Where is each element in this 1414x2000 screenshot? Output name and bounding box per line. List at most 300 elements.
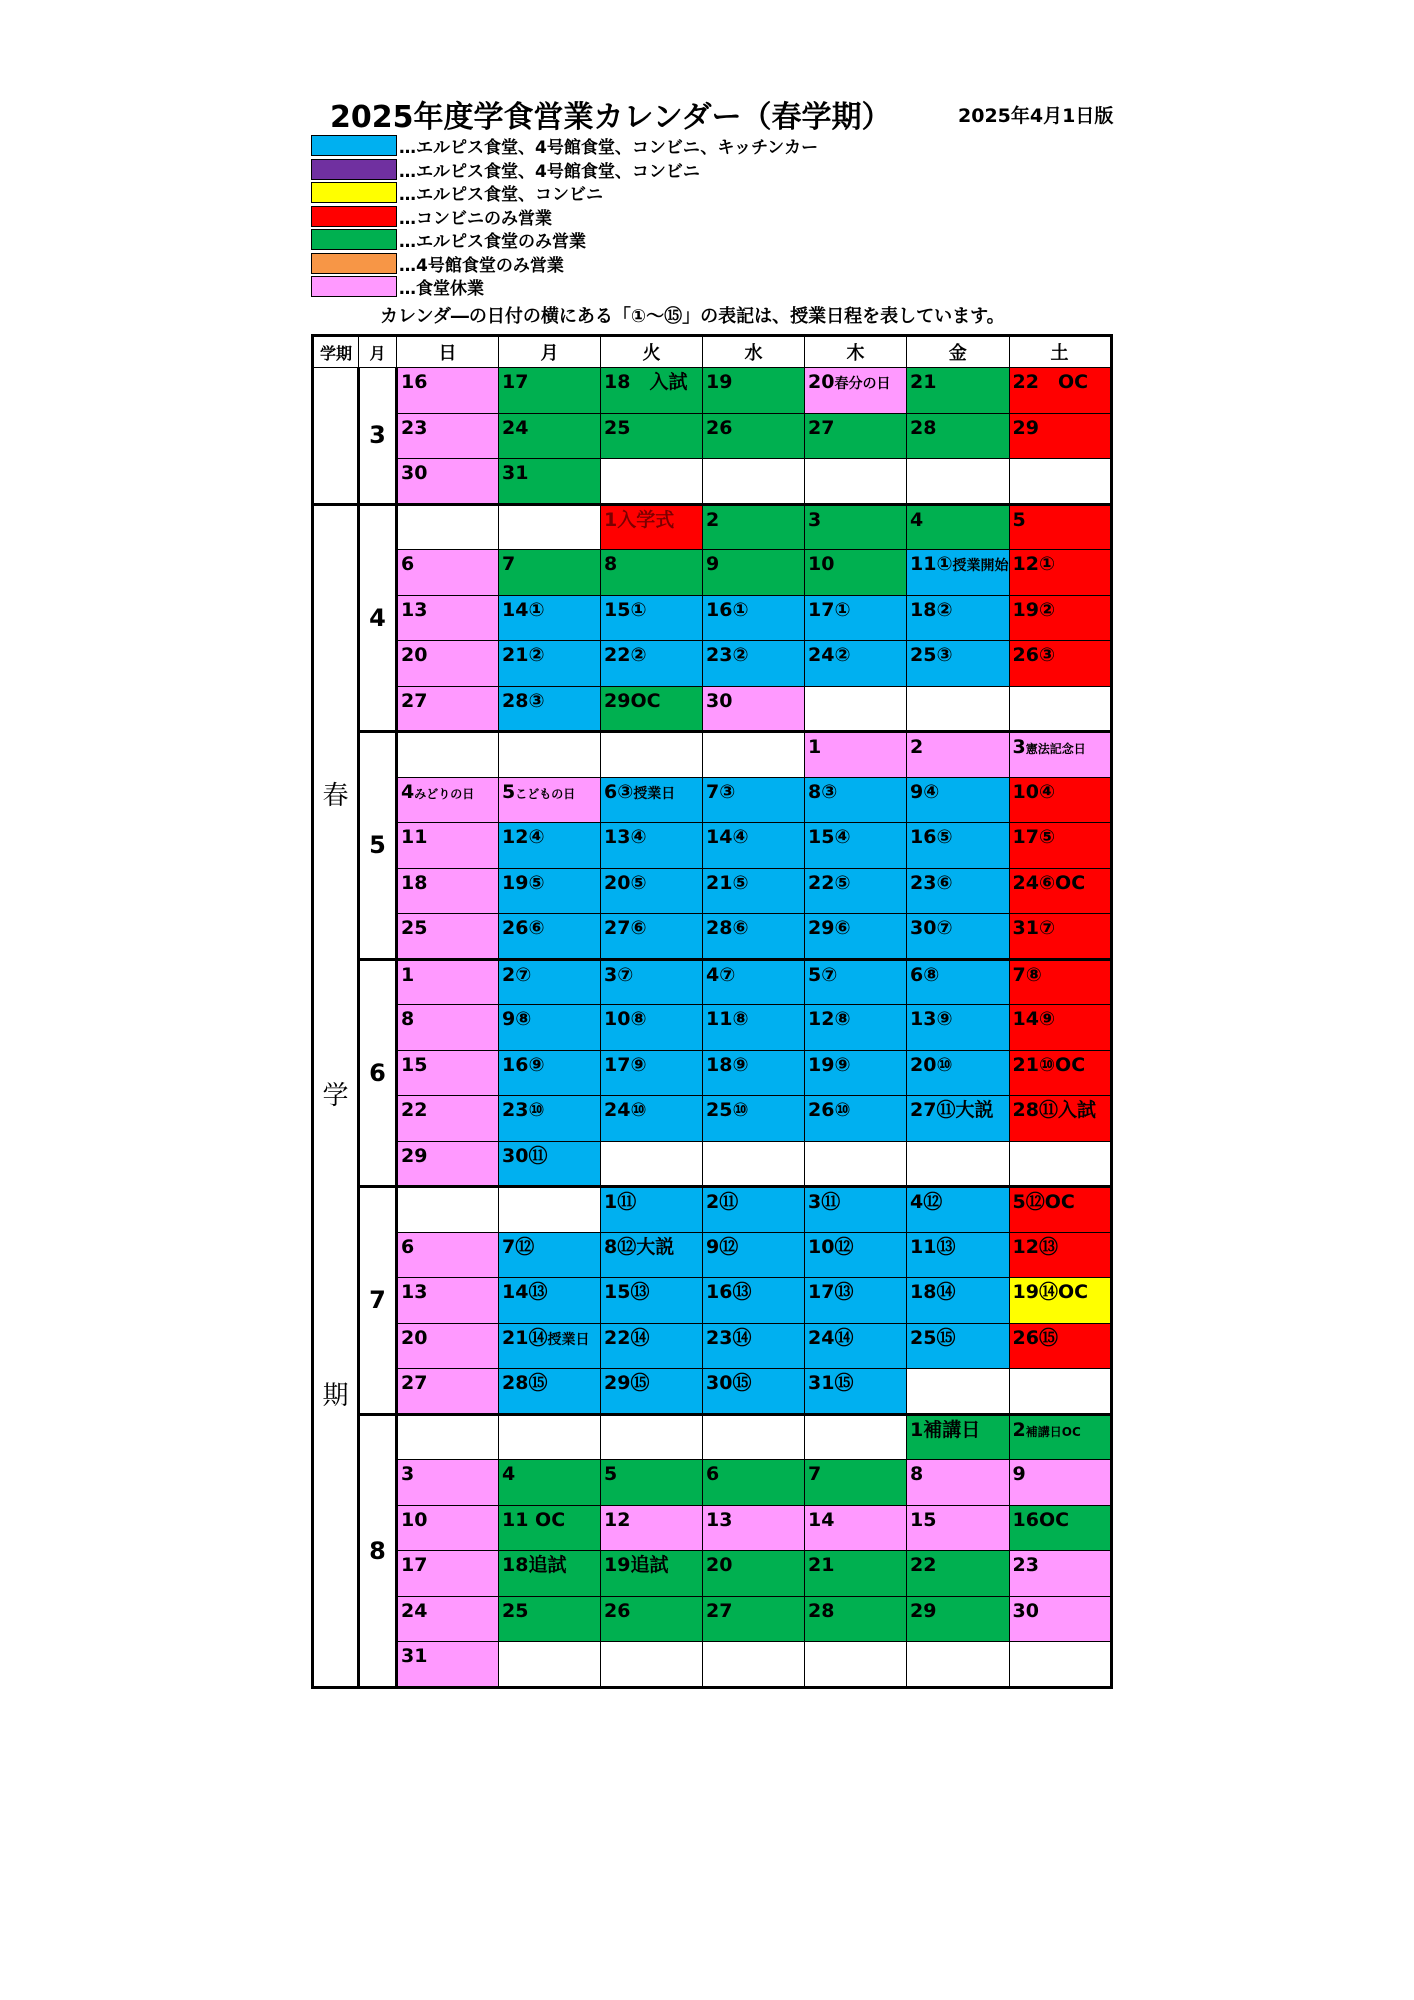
day-label: 28⑪入試 (1012, 1099, 1096, 1121)
day-label: 1⑪ (604, 1191, 637, 1213)
day-label: 29 (401, 1144, 428, 1167)
day-label: 15④ (808, 826, 851, 848)
day-cell (805, 1232, 907, 1278)
day-label: 20⑤ (604, 871, 647, 894)
day-cell (703, 914, 805, 960)
day-cell (805, 1005, 907, 1051)
day-label: 2 (1012, 1418, 1026, 1441)
day-label: 31⑮ (808, 1372, 854, 1394)
day-cell (601, 823, 703, 869)
calendar-table (311, 334, 1113, 1689)
day-label: 6③ (604, 780, 634, 803)
day-cell (907, 686, 1010, 732)
day-cell (397, 823, 499, 869)
day-label: 27⑪大説 (910, 1099, 994, 1121)
calendar-header-row (313, 336, 1112, 368)
day-label: 8 (604, 553, 618, 575)
day-label: 5⑫OC (1012, 1191, 1075, 1213)
day-label: 2⑦ (502, 963, 532, 986)
week-row (313, 959, 1112, 1005)
day-cell (1009, 1005, 1111, 1051)
day-cell (805, 413, 907, 459)
day-cell (805, 732, 907, 778)
day-cell (499, 868, 601, 914)
day-cell (499, 1323, 601, 1369)
day-label: 17⑬ (808, 1281, 854, 1303)
legend-item (311, 158, 818, 182)
day-cell (499, 1050, 601, 1096)
day-label: 12④ (502, 826, 545, 848)
day-cell (907, 732, 1010, 778)
day-label: 13 (401, 598, 428, 621)
week-row (313, 686, 1112, 732)
day-label: 29⑮ (604, 1372, 650, 1394)
day-label: 4⑦ (706, 963, 736, 986)
day-cell (397, 686, 499, 732)
day-label: 24② (808, 644, 851, 666)
day-label: 25 (401, 917, 428, 939)
week-row (313, 1050, 1112, 1096)
day-cell (499, 777, 601, 823)
day-cell (397, 641, 499, 687)
day-label: 24 (502, 416, 529, 439)
day-cell (499, 504, 601, 550)
day-cell (499, 1460, 601, 1506)
day-cell (1009, 1414, 1111, 1460)
week-row (313, 777, 1112, 823)
day-cell (805, 550, 907, 596)
day-note: 授業日 (633, 785, 676, 802)
day-cell (499, 1596, 601, 1642)
day-cell (703, 550, 805, 596)
week-row (313, 1005, 1112, 1051)
day-label: 5 (1012, 508, 1026, 531)
day-label: 22② (604, 644, 647, 666)
day-label: 21⑩OC (1012, 1053, 1086, 1076)
weekday-header: 土 (1009, 336, 1111, 368)
day-cell (499, 641, 601, 687)
day-cell (601, 1005, 703, 1051)
day-cell (397, 1278, 499, 1324)
day-cell (397, 1187, 499, 1233)
day-cell (499, 823, 601, 869)
week-row (313, 1096, 1112, 1142)
day-cell (397, 1369, 499, 1415)
day-label: 30 (706, 689, 733, 712)
week-row (313, 413, 1112, 459)
day-label: 22 OC (1012, 371, 1089, 393)
month-header: 月 (359, 336, 397, 368)
legend-swatch (311, 159, 397, 180)
day-cell (397, 1642, 499, 1688)
week-row (313, 1642, 1112, 1688)
day-cell (907, 1505, 1010, 1551)
legend-swatch (311, 182, 397, 203)
day-label: 9 (706, 553, 720, 575)
day-note: こどもの日 (515, 786, 576, 801)
day-label: 14① (502, 598, 545, 621)
day-label: 16⑤ (910, 826, 953, 848)
legend-label: …4号館食堂のみ営業 (399, 255, 564, 276)
day-cell (1009, 459, 1111, 505)
day-cell (499, 1005, 601, 1051)
day-label: 26⑮ (1012, 1326, 1058, 1349)
day-label: 7 (808, 1463, 822, 1485)
day-label: 12① (1012, 553, 1056, 575)
day-label: 18⑨ (706, 1053, 749, 1076)
day-label: 13④ (604, 826, 647, 848)
day-cell (601, 914, 703, 960)
month-label: 3 (359, 368, 397, 505)
legend-swatch (311, 135, 397, 156)
day-cell (805, 1642, 907, 1688)
day-label: 16⑨ (502, 1053, 545, 1076)
day-label: 28③ (502, 689, 545, 712)
day-label: 6⑧ (910, 963, 940, 986)
day-label: 7 (502, 553, 516, 575)
day-label: 1 (401, 963, 415, 986)
day-cell (703, 823, 805, 869)
day-label: 25 (502, 1599, 529, 1622)
day-cell (397, 1414, 499, 1460)
day-label: 3 (808, 508, 822, 531)
day-cell (907, 595, 1010, 641)
day-label: 14 (808, 1508, 835, 1531)
day-cell (703, 1005, 805, 1051)
day-note: 授業日 (547, 1331, 590, 1348)
legend-label: …食堂休業 (399, 279, 484, 300)
day-label: 22 (401, 1099, 428, 1121)
day-label: 19⑭OC (1012, 1281, 1089, 1303)
term-cell-empty (313, 368, 359, 505)
day-cell (703, 1187, 805, 1233)
day-label: 28⑮ (502, 1372, 548, 1394)
day-cell (499, 1505, 601, 1551)
day-label: 10 (401, 1508, 428, 1531)
day-label: 5⑦ (808, 963, 838, 986)
legend-label: …エルピス食堂のみ営業 (399, 232, 586, 253)
day-label: 7⑧ (1012, 963, 1042, 986)
day-cell (397, 959, 499, 1005)
day-cell (703, 959, 805, 1005)
day-cell (499, 914, 601, 960)
day-cell (703, 1642, 805, 1688)
day-label: 29OC (604, 689, 661, 712)
day-cell (601, 1596, 703, 1642)
day-label: 10⑧ (604, 1008, 647, 1030)
day-note: 補講日OC (1025, 1424, 1081, 1439)
day-cell (1009, 368, 1111, 414)
day-label: 9⑧ (502, 1008, 532, 1030)
legend-swatch (311, 206, 397, 227)
day-label: 7③ (706, 780, 736, 803)
month-label: 8 (359, 1414, 397, 1687)
day-cell (1009, 550, 1111, 596)
legend-swatch (311, 276, 397, 297)
page-title: 2025年度学食営業カレンダー（春学期） (330, 100, 892, 135)
day-cell (1009, 1551, 1111, 1597)
day-cell (1009, 732, 1111, 778)
day-label: 10 (808, 553, 835, 575)
day-label: 27 (401, 1372, 428, 1394)
day-cell (601, 595, 703, 641)
day-cell (601, 1187, 703, 1233)
day-cell (805, 1096, 907, 1142)
day-cell (1009, 1642, 1111, 1688)
day-cell (805, 1141, 907, 1187)
weekday-header: 金 (907, 336, 1010, 368)
day-label: 21⑤ (706, 871, 749, 894)
day-cell (397, 1005, 499, 1051)
day-cell (601, 1414, 703, 1460)
day-label: 12⑬ (1012, 1235, 1058, 1258)
weekday-header: 水 (703, 336, 805, 368)
day-label: 5 (604, 1463, 618, 1485)
day-label: 23⑥ (910, 871, 953, 894)
day-label: 17 (502, 371, 529, 393)
day-label: 8③ (808, 780, 838, 803)
day-cell (805, 914, 907, 960)
day-label: 26⑥ (502, 917, 545, 939)
day-label: 23⑭ (706, 1326, 752, 1349)
day-cell (703, 1278, 805, 1324)
day-label: 18追試 (502, 1554, 567, 1576)
day-label: 15 (401, 1053, 428, 1076)
day-label: 15⑬ (604, 1281, 650, 1303)
day-cell (1009, 1096, 1111, 1142)
day-label: 30 (401, 462, 428, 484)
day-cell (397, 1460, 499, 1506)
day-cell (805, 777, 907, 823)
day-cell (805, 1050, 907, 1096)
day-label: 14④ (706, 826, 749, 848)
day-label: 17⑤ (1012, 826, 1056, 848)
day-cell (499, 1232, 601, 1278)
day-cell (1009, 1232, 1111, 1278)
day-label: 1補講日 (910, 1418, 981, 1441)
legend-item (311, 134, 818, 158)
month-label: 4 (359, 504, 397, 732)
day-cell (1009, 595, 1111, 641)
day-cell (907, 1414, 1010, 1460)
day-label: 12⑧ (808, 1008, 851, 1030)
day-cell (601, 641, 703, 687)
week-row (313, 823, 1112, 869)
week-row (313, 1551, 1112, 1597)
month-label: 6 (359, 959, 397, 1187)
day-label: 20⑩ (910, 1053, 953, 1076)
day-cell (397, 1141, 499, 1187)
day-cell (1009, 1278, 1111, 1324)
day-cell (1009, 413, 1111, 459)
day-cell (907, 914, 1010, 960)
day-cell (703, 368, 805, 414)
day-cell (1009, 1141, 1111, 1187)
day-label: 4 (401, 780, 415, 803)
day-label: 19② (1012, 598, 1056, 621)
legend-swatch (311, 253, 397, 274)
day-cell (499, 686, 601, 732)
day-cell (907, 413, 1010, 459)
day-cell (703, 1050, 805, 1096)
day-cell (805, 1596, 907, 1642)
day-cell (1009, 914, 1111, 960)
day-label: 13 (401, 1281, 428, 1303)
month-label: 5 (359, 732, 397, 960)
week-row (313, 550, 1112, 596)
day-label: 3 (1012, 736, 1026, 758)
day-label: 21⑭ (502, 1326, 548, 1349)
week-row (313, 1187, 1112, 1233)
day-cell (703, 504, 805, 550)
weekday-header: 日 (397, 336, 499, 368)
day-cell (1009, 823, 1111, 869)
color-legend (311, 134, 818, 299)
day-label: 16⑬ (706, 1281, 752, 1303)
day-cell (907, 1187, 1010, 1233)
day-cell (907, 1551, 1010, 1597)
day-label: 9⑫ (706, 1235, 739, 1258)
day-label: 19⑤ (502, 871, 545, 894)
day-cell (397, 1232, 499, 1278)
day-cell (601, 1323, 703, 1369)
day-cell (397, 1096, 499, 1142)
day-label: 2 (706, 508, 720, 531)
day-cell (601, 1369, 703, 1415)
day-cell (703, 1141, 805, 1187)
day-cell (703, 1232, 805, 1278)
day-cell (601, 1232, 703, 1278)
day-cell (601, 686, 703, 732)
day-cell (499, 595, 601, 641)
week-row (313, 368, 1112, 414)
day-cell (907, 550, 1010, 596)
term-label-char: 期 (322, 1380, 349, 1411)
legend-label: …エルピス食堂、コンビニ (399, 185, 603, 206)
day-cell (907, 504, 1010, 550)
day-cell (703, 777, 805, 823)
day-cell (397, 459, 499, 505)
day-cell (907, 823, 1010, 869)
day-cell (703, 413, 805, 459)
weekday-header: 月 (499, 336, 601, 368)
day-label: 18 入試 (604, 371, 688, 393)
day-label: 5 (502, 780, 516, 803)
day-cell (499, 368, 601, 414)
day-label: 18 (401, 871, 428, 894)
day-label: 20 (808, 371, 835, 393)
day-cell (907, 1460, 1010, 1506)
day-label: 1 (808, 736, 822, 758)
day-cell (907, 641, 1010, 687)
day-note: 授業開始 (952, 558, 1009, 574)
day-cell (805, 1187, 907, 1233)
day-label: 22⑤ (808, 871, 851, 894)
day-cell (703, 1460, 805, 1506)
weekday-header: 火 (601, 336, 703, 368)
week-row (313, 868, 1112, 914)
day-cell (499, 1369, 601, 1415)
day-cell (805, 1551, 907, 1597)
legend-item (311, 228, 818, 252)
week-row (313, 1141, 1112, 1187)
day-cell (601, 413, 703, 459)
day-cell (397, 413, 499, 459)
day-cell (703, 1323, 805, 1369)
day-label: 30⑮ (706, 1372, 752, 1394)
week-row (313, 504, 1112, 550)
day-label: 27 (401, 689, 428, 712)
day-label: 14⑨ (1012, 1008, 1056, 1030)
day-cell (1009, 504, 1111, 550)
day-cell (907, 959, 1010, 1005)
day-label: 29 (1012, 416, 1039, 439)
day-cell (805, 868, 907, 914)
day-cell (703, 1596, 805, 1642)
legend-item (311, 252, 818, 276)
day-label: 20 (401, 644, 428, 666)
day-cell (907, 1323, 1010, 1369)
day-label: 16① (706, 598, 749, 621)
day-cell (805, 504, 907, 550)
day-label: 17① (808, 598, 851, 621)
week-row (313, 1278, 1112, 1324)
day-cell (499, 413, 601, 459)
day-cell (1009, 1460, 1111, 1506)
day-label: 2 (910, 736, 924, 758)
day-label: 4 (910, 508, 924, 531)
day-label: 16 (401, 371, 428, 393)
day-cell (703, 1369, 805, 1415)
day-cell (499, 459, 601, 505)
day-cell (907, 777, 1010, 823)
day-label: 15① (604, 598, 647, 621)
day-cell (397, 1323, 499, 1369)
day-label: 11 (401, 826, 428, 848)
day-cell (1009, 1323, 1111, 1369)
day-label: 18② (910, 598, 953, 621)
day-cell (397, 732, 499, 778)
day-cell (805, 823, 907, 869)
day-label: 22 (910, 1554, 937, 1576)
day-cell (397, 914, 499, 960)
day-note: 春分の日 (834, 376, 891, 392)
term-cell (313, 504, 359, 1687)
day-label: 25⑩ (706, 1099, 749, 1121)
day-label: 17 (401, 1554, 428, 1576)
day-label: 2⑪ (706, 1191, 739, 1213)
day-cell (703, 1505, 805, 1551)
day-label: 3⑦ (604, 963, 634, 986)
day-cell (601, 959, 703, 1005)
day-cell (601, 732, 703, 778)
day-cell (703, 459, 805, 505)
day-cell (499, 732, 601, 778)
day-label: 8 (910, 1463, 924, 1485)
day-cell (397, 1505, 499, 1551)
day-cell (397, 868, 499, 914)
day-cell (601, 1141, 703, 1187)
day-cell (805, 641, 907, 687)
week-row (313, 732, 1112, 778)
day-cell (397, 368, 499, 414)
day-cell (703, 1414, 805, 1460)
day-label: 25③ (910, 644, 953, 666)
day-label: 20 (706, 1554, 733, 1576)
day-label: 26⑩ (808, 1099, 851, 1121)
day-label: 6 (401, 553, 415, 575)
day-label: 18⑭ (910, 1281, 956, 1303)
